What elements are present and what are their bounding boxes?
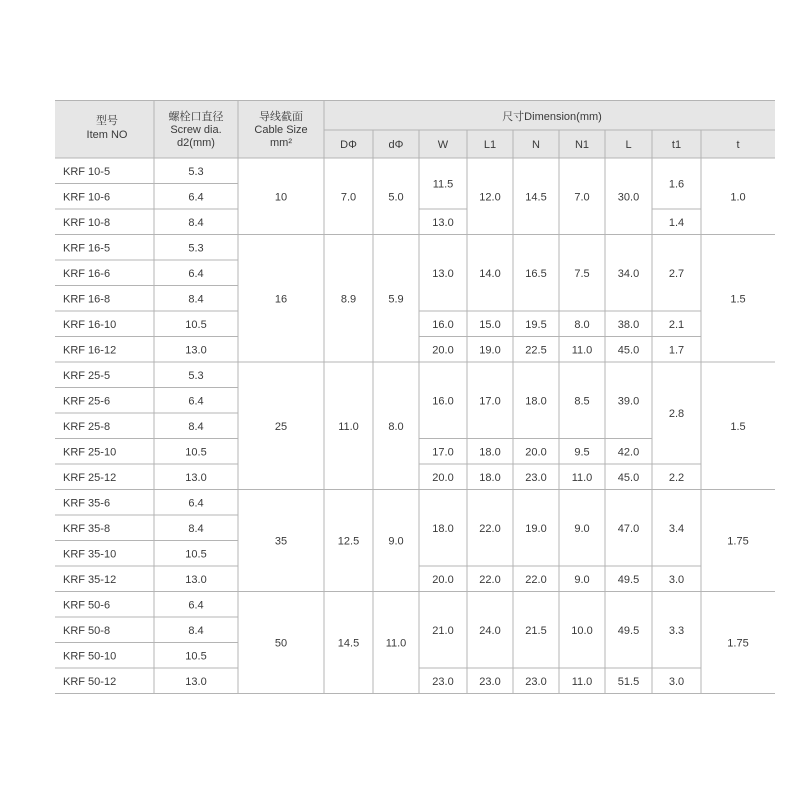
dim-l1: 14.0: [479, 267, 501, 280]
dim-l: 34.0: [617, 267, 640, 280]
dim-l1: 18.0: [479, 446, 501, 459]
item-number: KRF 35-8: [63, 522, 111, 535]
dim-n: 21.5: [525, 624, 547, 637]
thickness-t: 1.0: [730, 191, 746, 204]
dim-l: 38.0: [617, 318, 640, 331]
item-number: KRF 16-5: [63, 242, 111, 255]
dim-l: 45.0: [617, 471, 640, 484]
item-number: KRF 50-6: [63, 599, 111, 612]
dim-l: 51.5: [617, 675, 640, 688]
header-cable-en: Cable Size: [254, 124, 308, 136]
dim-l1: 17.0: [479, 395, 501, 408]
dim-l: 47.0: [617, 522, 640, 535]
item-number: KRF 25-5: [63, 369, 111, 382]
inner-diameter: 9.0: [388, 535, 404, 548]
dim-n: 19.0: [525, 522, 547, 535]
dim-n1: 11.0: [571, 675, 593, 688]
outer-diameter: 11.0: [338, 420, 359, 433]
dim-w: 16.0: [432, 395, 454, 408]
header-col-3: L1: [483, 139, 497, 151]
dim-n: 23.0: [525, 675, 547, 688]
screw-diameter: 13.0: [185, 471, 207, 484]
dim-t1: 3.0: [668, 573, 685, 586]
dim-w: 18.0: [432, 522, 454, 535]
dim-l: 30.0: [617, 191, 640, 204]
screw-diameter: 10.5: [185, 318, 207, 331]
dim-n: 18.0: [525, 395, 547, 408]
dim-n1: 8.5: [574, 395, 590, 408]
thickness-t: 1.75: [727, 535, 749, 548]
screw-diameter: 6.4: [188, 599, 204, 612]
item-number: KRF 10-6: [63, 191, 111, 204]
screw-diameter: 13.0: [185, 344, 207, 357]
dim-n: 22.5: [525, 344, 547, 357]
header-screw-unit: d2(mm): [177, 137, 215, 149]
dim-t1: 3.3: [668, 624, 685, 637]
dim-w: 21.0: [432, 624, 454, 637]
header-screw-cn: 螺栓口直径: [168, 111, 224, 123]
screw-diameter: 13.0: [185, 573, 207, 586]
header-col-5: N1: [574, 139, 590, 151]
item-number: KRF 50-12: [63, 675, 117, 688]
item-number: KRF 35-10: [63, 548, 117, 561]
inner-diameter: 5.0: [388, 191, 404, 204]
item-number: KRF 16-6: [63, 267, 111, 280]
dim-t1: 1.6: [668, 178, 685, 191]
outer-diameter: 8.9: [340, 293, 357, 306]
header-col-7: t1: [671, 139, 682, 151]
screw-diameter: 8.4: [188, 624, 204, 637]
screw-diameter: 10.5: [185, 650, 207, 663]
dim-w: 11.5: [432, 178, 454, 191]
dim-t1: 2.7: [668, 267, 685, 280]
cable-size: 10: [274, 191, 288, 204]
dim-w: 23.0: [432, 675, 454, 688]
dim-t1: 3.4: [668, 522, 685, 535]
outer-diameter: 14.5: [337, 637, 360, 650]
header-col-8: t: [736, 139, 740, 151]
item-number: KRF 50-10: [63, 650, 117, 663]
inner-diameter: 8.0: [388, 420, 404, 433]
dim-t1: 2.2: [668, 471, 685, 484]
item-number: KRF 16-10: [63, 318, 117, 331]
thickness-t: 1.5: [730, 293, 746, 306]
dim-t1: 2.1: [668, 318, 685, 331]
header-background: [55, 100, 775, 158]
dim-l: 42.0: [617, 446, 640, 459]
thickness-t: 1.75: [727, 637, 749, 650]
dim-l1: 15.0: [479, 318, 501, 331]
dim-n1: 7.0: [574, 191, 590, 204]
dim-l1: 22.0: [479, 573, 501, 586]
item-number: KRF 25-10: [63, 446, 117, 459]
item-number: KRF 25-12: [63, 471, 117, 484]
header-item-en: Item NO: [86, 129, 128, 141]
item-number: KRF 16-8: [63, 293, 111, 306]
screw-diameter: 5.3: [188, 165, 204, 178]
header-col-6: L: [625, 139, 632, 151]
dim-n1: 9.0: [574, 522, 590, 535]
outer-diameter: 7.0: [340, 191, 357, 204]
item-number: KRF 10-8: [63, 216, 111, 229]
dim-n1: 9.5: [574, 446, 590, 459]
item-number: KRF 25-8: [63, 420, 111, 433]
header-col-4: N: [532, 139, 540, 151]
dim-w: 20.0: [432, 573, 454, 586]
dim-n1: 9.0: [574, 573, 590, 586]
cable-size: 35: [274, 535, 288, 548]
header-col-1: dΦ: [388, 139, 404, 151]
screw-diameter: 6.4: [188, 395, 204, 408]
cable-size: 50: [274, 637, 288, 650]
item-number: KRF 35-6: [63, 497, 111, 510]
item-number: KRF 16-12: [63, 344, 117, 357]
screw-diameter: 8.4: [188, 420, 204, 433]
dim-t1: 2.8: [668, 408, 685, 420]
dim-n: 14.5: [525, 191, 547, 204]
screw-diameter: 6.4: [188, 191, 204, 204]
header-col-0: DΦ: [340, 139, 357, 151]
header-screw-en: Screw dia.: [170, 124, 222, 136]
specification-table: [55, 100, 775, 694]
screw-diameter: 5.3: [188, 242, 204, 255]
screw-diameter: 13.0: [185, 675, 207, 688]
item-number: KRF 25-6: [63, 395, 111, 408]
dim-n1: 11.0: [571, 471, 593, 484]
screw-diameter: 5.3: [188, 369, 204, 382]
dim-n: 22.0: [525, 573, 547, 586]
screw-diameter: 8.4: [188, 293, 204, 306]
dim-n1: 10.0: [571, 624, 593, 637]
dim-n1: 7.5: [574, 267, 590, 280]
dim-n: 19.5: [525, 318, 547, 331]
screw-diameter: 6.4: [188, 497, 204, 510]
dim-n: 20.0: [525, 446, 547, 459]
dim-t1: 1.4: [668, 216, 685, 229]
dim-n: 16.5: [525, 267, 547, 280]
header-cable-cn: 导线截面: [259, 111, 303, 123]
cable-size: 16: [274, 293, 288, 306]
dim-l: 49.5: [617, 624, 640, 637]
dim-w: 16.0: [432, 318, 454, 331]
header-dimension: 尺寸Dimension(mm): [502, 111, 602, 123]
header-item-cn: 型号: [96, 115, 118, 127]
dim-l1: 19.0: [479, 344, 501, 357]
item-number: KRF 50-8: [63, 624, 111, 637]
dim-w: 17.0: [432, 446, 454, 459]
dim-w: 20.0: [432, 344, 454, 357]
dim-l: 45.0: [617, 344, 640, 357]
dim-w: 13.0: [432, 216, 454, 229]
dim-l1: 12.0: [479, 191, 501, 204]
dim-l: 39.0: [617, 395, 640, 408]
dim-l1: 22.0: [479, 522, 501, 535]
dim-w: 13.0: [432, 267, 454, 280]
dim-t1: 1.7: [668, 344, 685, 357]
dim-n1: 11.0: [571, 344, 593, 357]
screw-diameter: 8.4: [188, 522, 204, 535]
screw-diameter: 10.5: [185, 548, 207, 561]
inner-diameter: 11.0: [385, 637, 407, 650]
dim-t1: 3.0: [668, 675, 685, 688]
header-cable-unit: mm²: [270, 137, 292, 149]
outer-diameter: 12.5: [337, 535, 360, 548]
cable-size: 25: [274, 420, 288, 433]
screw-diameter: 10.5: [185, 446, 207, 459]
item-number: KRF 35-12: [63, 573, 117, 586]
dim-l1: 23.0: [479, 675, 501, 688]
dim-l1: 18.0: [479, 471, 501, 484]
dim-w: 20.0: [432, 471, 454, 484]
screw-diameter: 8.4: [188, 216, 204, 229]
dim-n: 23.0: [525, 471, 547, 484]
dim-l: 49.5: [617, 573, 640, 586]
thickness-t: 1.5: [730, 420, 746, 433]
item-number: KRF 10-5: [63, 165, 111, 178]
dim-l1: 24.0: [479, 624, 501, 637]
screw-diameter: 6.4: [188, 267, 204, 280]
inner-diameter: 5.9: [388, 293, 404, 306]
header-col-2: W: [437, 139, 449, 151]
dim-n1: 8.0: [574, 318, 590, 331]
